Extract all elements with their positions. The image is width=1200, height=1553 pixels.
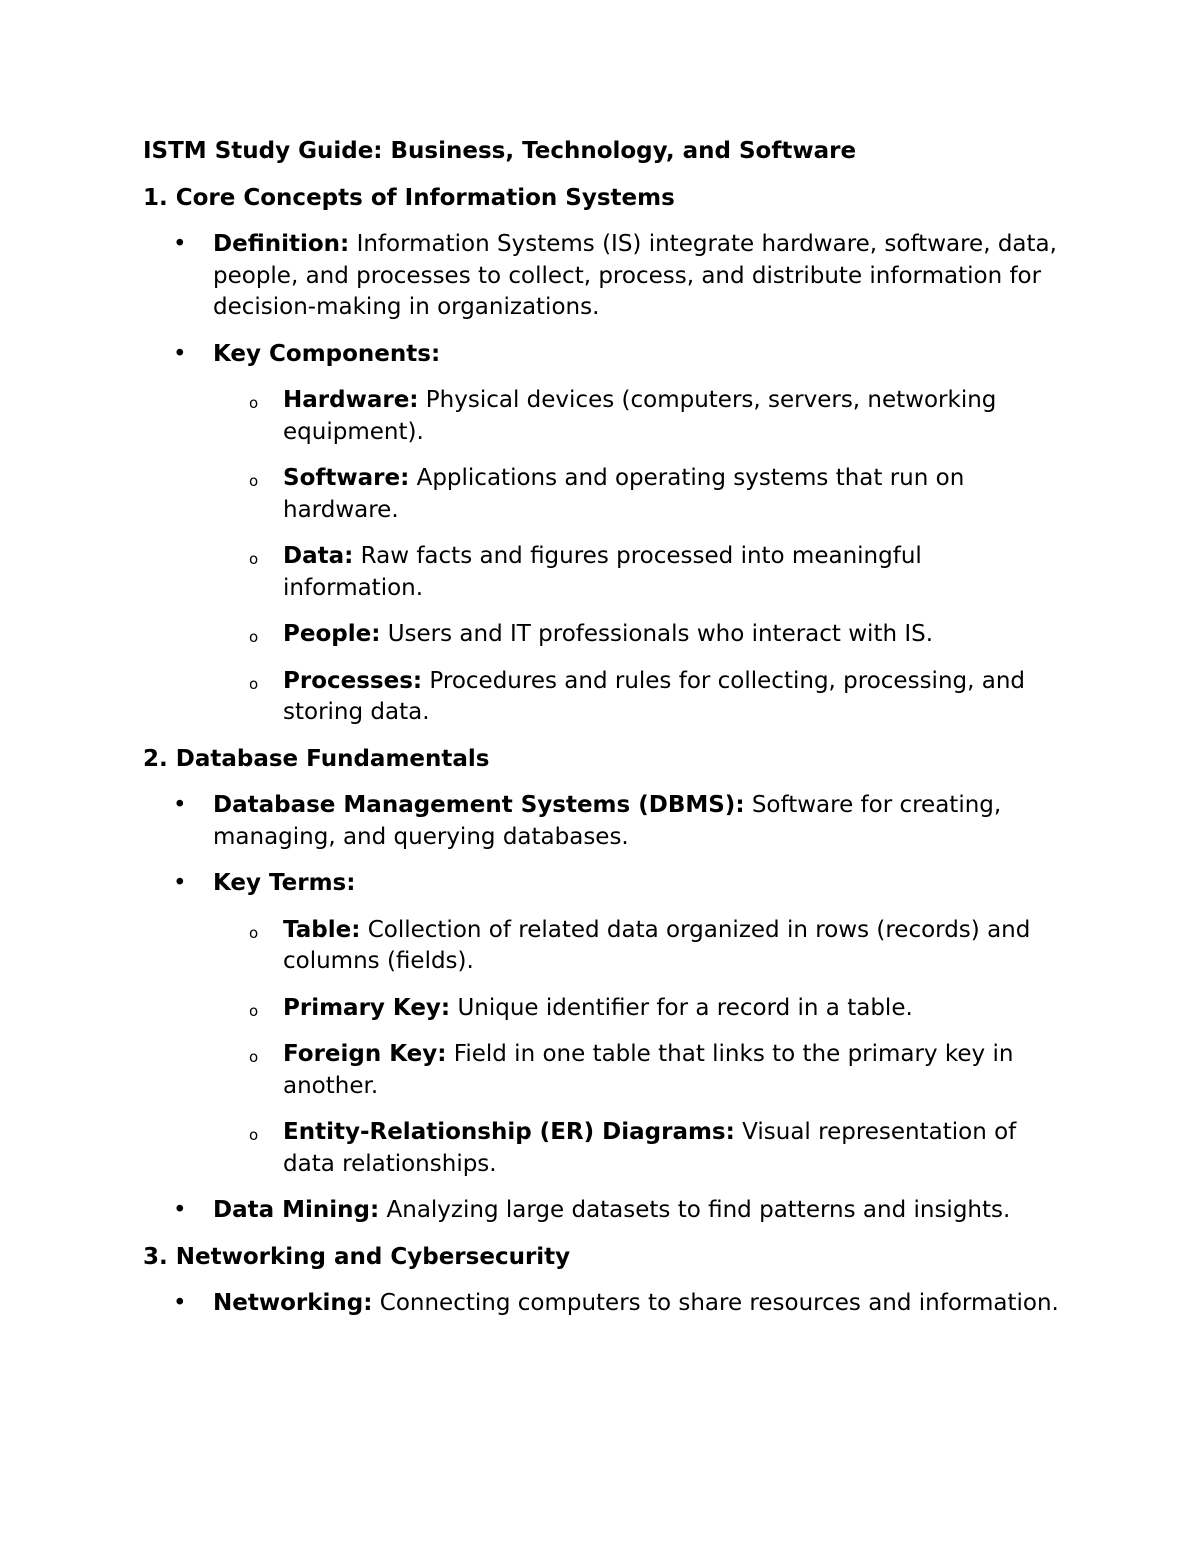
subitem-text: Unique identifier for a record in a table.	[457, 994, 913, 1021]
subitem-software	[143, 463, 1063, 526]
bullet-term: Database Management Systems (DBMS):	[213, 792, 745, 818]
document-title: ISTM Study Guide: Business, Technology, and Software	[143, 138, 857, 164]
section-heading-database: 2. Database Fundamentals	[143, 745, 490, 772]
subitem-term: Table:	[283, 916, 361, 943]
subitem-table	[143, 915, 1063, 978]
section-heading-core-concepts: 1. Core Concepts of Information Systems	[143, 184, 675, 211]
bullet-text: Analyzing large datasets to find patterns and insights.	[386, 1197, 1011, 1223]
subitem-term: Data:	[283, 543, 354, 569]
bullet-key-components	[143, 339, 1063, 371]
bullet-term: Definition:	[213, 231, 350, 257]
subitem-processes	[143, 666, 1063, 729]
subitem-text: Raw facts and figures processed into meaningful information.	[283, 543, 922, 601]
subitem-data	[143, 541, 1063, 604]
bullet-term: Networking:	[213, 1290, 373, 1316]
subitem-term: Entity-Relationship (ER) Diagrams:	[283, 1119, 735, 1145]
subitem-term: Hardware:	[283, 387, 419, 413]
subitem-text: Field in one table that links to the primary key in another.	[283, 1041, 1014, 1099]
subitem-people	[143, 619, 1063, 651]
subitem-text: Visual representation of data relationships.	[283, 1119, 1017, 1177]
bullet-term: Key Components:	[213, 340, 441, 367]
section-heading-networking: 3. Networking and Cybersecurity	[143, 1243, 571, 1270]
subitem-term: Primary Key:	[283, 994, 451, 1021]
bullet-dbms	[143, 790, 1063, 853]
bullet-key-terms	[143, 868, 1063, 900]
subitem-primary-key	[143, 993, 1063, 1025]
bullet-definition	[143, 229, 1063, 324]
document-page	[143, 136, 1063, 1335]
bullet-text: Software for creating, managing, and querying databases.	[213, 792, 1002, 850]
bullet-term: Key Terms:	[213, 870, 356, 896]
bullet-term: Data Mining:	[213, 1197, 380, 1223]
bullet-text: Connecting computers to share resources and information.	[379, 1290, 1059, 1316]
subitem-text: Procedures and rules for collecting, processing, and storing data.	[283, 667, 1026, 725]
subitem-term: Software:	[283, 465, 410, 491]
bullet-networking	[143, 1288, 1063, 1320]
subitem-term: People:	[283, 621, 381, 647]
subitem-text: Users and IT professionals who interact with IS.	[387, 621, 934, 647]
subitem-term: Foreign Key:	[283, 1041, 447, 1067]
subitem-text: Collection of related data organized in rows (records) and columns (fields).	[283, 916, 1031, 974]
subitem-text: Physical devices (computers, servers, networking equipment).	[283, 387, 997, 445]
subitem-foreign-key	[143, 1039, 1063, 1102]
subitem-er-diagrams	[143, 1117, 1063, 1180]
bullet-text: Information Systems (IS) integrate hardware, software, data, people, and processes to collect, process, and distribute information for decision-making in organizations.	[213, 231, 1057, 320]
subitem-text: Applications and operating systems that run on hardware.	[283, 465, 965, 523]
subitem-hardware	[143, 385, 1063, 448]
bullet-data-mining	[143, 1195, 1063, 1227]
subitem-term: Processes:	[283, 667, 423, 694]
